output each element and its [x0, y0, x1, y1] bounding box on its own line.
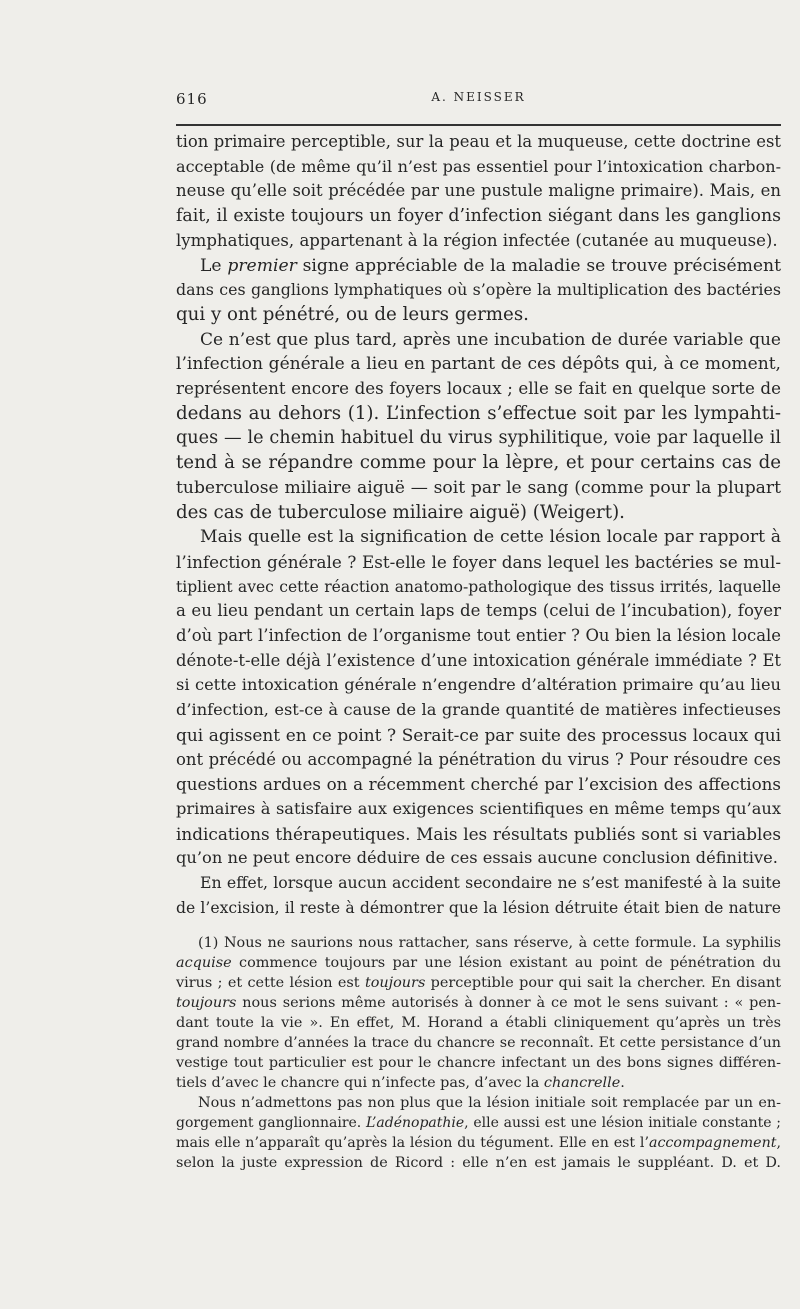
text-run: , elle aussi est une lésion initiale constante ;: [464, 1115, 782, 1131]
text-line: ont précédé ou accompagné la pénétration du virus ? Pour résoudre ces: [176, 749, 781, 769]
footnote-line: vestige tout particulier est pour le chancre infectant un des bons signes différen-: [176, 1055, 781, 1071]
text-run: commence toujours par une lésion existant au point de pénétration du: [231, 955, 781, 971]
text-line: Mais quelle est la signification de cette lésion locale par rapport à: [200, 527, 781, 548]
text-line: qui agissent en ce point ? Serait-ce par suite des processus locaux qui: [176, 724, 781, 745]
footnote-line: dant toute la vie ». En effet, M. Horand a établi cliniquement qu’après un très: [176, 1015, 781, 1031]
text-line: tiplient avec cette réaction anatomo-pathologique des tissus irrités, laquelle: [176, 577, 781, 596]
text-run: virus ; et cette lésion est: [176, 975, 365, 991]
text-line: dans ces ganglions lymphatiques où s’opère la multiplication des bactéries: [176, 280, 781, 300]
emphasis: L’adénopathie: [366, 1115, 465, 1131]
footnote-line: [176, 1133, 781, 1153]
emphasis: premier: [227, 255, 297, 276]
main-text: [176, 130, 781, 921]
text-line: tend à se répandre comme pour la lèpre, et pour certains cas de: [176, 452, 781, 474]
footnote-line: [176, 993, 781, 1013]
footnote: [176, 933, 781, 1173]
text-run: .: [620, 1075, 625, 1091]
emphasis: acquise: [176, 955, 232, 971]
text-line: de l’excision, il reste à démontrer que la lésion détruite était bien de nature: [176, 898, 781, 917]
text-line: représentent encore des foyers locaux ; elle se fait en quelque sorte de: [176, 379, 781, 399]
text-line: l’infection générale a lieu en partant de ces dépôts qui, à ce moment,: [176, 354, 781, 375]
text-run: mais elle n’apparaît qu’après la lésion du tégument. Elle en est l’: [176, 1135, 649, 1151]
text-run: signe appréciable de la maladie se trouve précisément: [296, 255, 781, 276]
text-run: gorgement ganglionnaire.: [176, 1115, 367, 1131]
text-line: qu’on ne peut encore déduire de ces essais aucune conclusion définitive.: [176, 848, 778, 868]
text-line: acceptable (de même qu’il n’est pas essentiel pour l’intoxication charbon-: [176, 156, 781, 176]
footnote-line: [176, 953, 781, 973]
text-line: si cette intoxication générale n’engendre d’altération primaire qu’au lieu: [176, 675, 781, 695]
text-line: d’où part l’infection de l’organisme tout entier ? Ou bien la lésion locale: [176, 626, 781, 646]
text-run: Le: [200, 255, 228, 276]
text-run: nous serions même autorisés à donner à ce mot le sens suivant : « pen-: [236, 995, 781, 1011]
text-run: perceptible pour qui sait la chercher. En disant: [425, 975, 781, 991]
text-line: qui y ont pénétré, ou de leurs germes.: [176, 303, 529, 325]
text-line: [176, 254, 781, 279]
footnote-line: (1) Nous ne saurions nous rattacher, sans réserve, à cette formule. La syphilis: [198, 935, 781, 951]
emphasis: toujours: [364, 975, 426, 991]
running-title: A. NEISSER: [431, 90, 526, 104]
text-line: tuberculose miliaire aiguë — soit par le sang (comme pour la plupart: [176, 477, 781, 498]
text-line: neuse qu’elle soit précédée par une pustule maligne primaire). Mais, en: [176, 181, 781, 201]
footnote-line: selon la juste expression de Ricord : elle n’en est jamais le suppléant. D. et D.: [176, 1155, 781, 1171]
emphasis: accompagnement: [648, 1135, 777, 1151]
text-line: dedans au dehors (1). L’infection s’effectue soit par les lympahti-: [176, 402, 781, 424]
text-line: dénote-t-elle déjà l’existence d’une intoxication générale immédiate ? Et: [176, 650, 781, 670]
footnote-line: [176, 1073, 781, 1093]
emphasis: toujours: [176, 995, 237, 1011]
text-line: a eu lieu pendant un certain laps de temps (celui de l’incubation), foyer: [176, 601, 781, 621]
text-line: Ce n’est que plus tard, après une incubation de durée variable que: [200, 329, 781, 350]
text-line: En effet, lorsque aucun accident secondaire ne s’est manifesté à la suite: [200, 873, 781, 893]
text-line: ques — le chemin habituel du virus syphilitique, voie par laquelle il: [176, 428, 781, 449]
page-number: 616: [176, 90, 208, 108]
page-header: [176, 90, 781, 110]
text-line: indications thérapeutiques. Mais les résultats publiés sont si variables: [176, 823, 781, 844]
text-run: ,: [776, 1135, 781, 1151]
footnote-line: grand nombre d’années la trace du chancre se reconnaît. Et cette persistance d’un: [176, 1035, 781, 1051]
header-rule: [176, 124, 781, 126]
text-line: fait, il existe toujours un foyer d’infection siégant dans les ganglions: [176, 206, 781, 227]
text-line: l’infection générale ? Est-elle le foyer dans lequel les bactéries se mul-: [176, 551, 781, 572]
footnote-line: [176, 973, 781, 993]
emphasis: chancrelle: [543, 1075, 621, 1091]
text-line: primaires à satisfaire aux exigences scientifiques en même temps qu’aux: [176, 798, 781, 818]
footnote-line: Nous n’admettons pas non plus que la lésion initiale soit remplacée par un en-: [198, 1095, 781, 1111]
text-line: tion primaire perceptible, sur la peau et la muqueuse, cette doctrine est: [176, 132, 781, 151]
footnote-line: [176, 1113, 781, 1133]
text-line: d’infection, est-ce à cause de la grande quantité de matières infectieuses: [176, 700, 781, 720]
text-run: tiels d’avec le chancre qui n’infecte pas, d’avec la: [176, 1075, 544, 1091]
text-line: lymphatiques, appartenant à la région infectée (cutanée au muqueuse).: [176, 230, 778, 250]
text-line: des cas de tuberculose miliaire aiguë) (Weigert).: [176, 501, 625, 523]
text-line: questions ardues on a récemment cherché par l’excision des affections: [176, 774, 781, 795]
